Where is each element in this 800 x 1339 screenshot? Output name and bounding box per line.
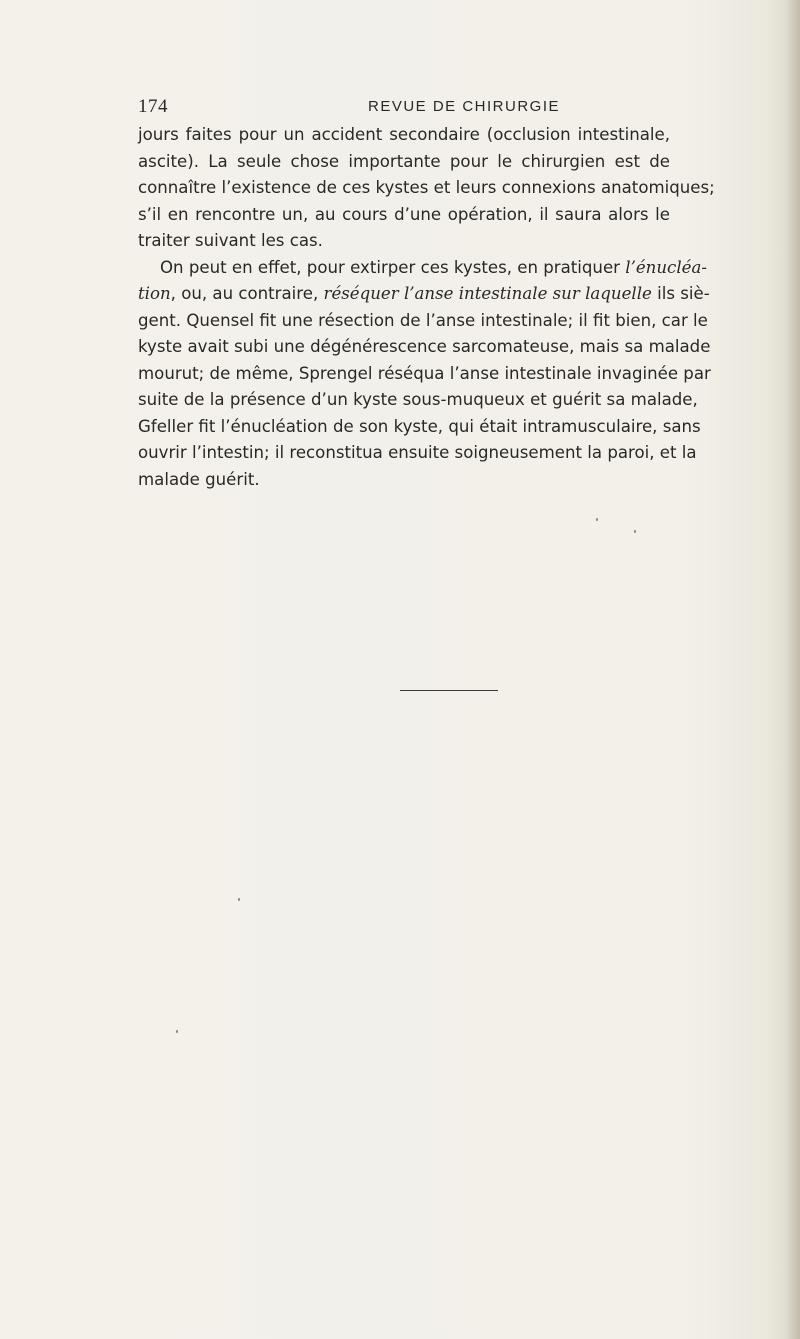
- page-header: [138, 96, 670, 120]
- section-separator-rule: [400, 690, 498, 691]
- text-line: s’il en rencontre un, au cours d’une opération, il saura alors le: [138, 204, 670, 224]
- text-run: On peut en effet, pour extirper ces kystes, en pratiquer: [160, 257, 626, 277]
- italic-term: l’énucléa-: [625, 257, 707, 277]
- italic-term: réséquer l’anse intestinale sur laquelle: [323, 284, 652, 303]
- text-line: [138, 255, 707, 282]
- paragraph-1: [138, 122, 715, 255]
- text-line: jours faites pour un accident secondaire (occlusion intestinale,: [138, 125, 670, 144]
- text-line: malade guérit.: [138, 469, 260, 489]
- paper-speck: [176, 1030, 178, 1033]
- text-run: , ou, au contraire,: [170, 284, 324, 303]
- text-run: ils siè-: [651, 284, 710, 303]
- text-line: mourut; de même, Sprengel réséqua l’anse intestinale invaginée par: [138, 363, 711, 383]
- paper-speck: [238, 898, 240, 901]
- body-text: [138, 122, 715, 493]
- text-line: gent. Quensel fit une résection de l’anse intestinale; il fit bien, car le: [138, 310, 708, 330]
- paper-speck: [634, 530, 636, 533]
- text-line: suite de la présence d’un kyste sous-muqueux et guérit sa malade,: [138, 390, 698, 409]
- running-head: REVUE DE CHIRURGIE: [368, 98, 561, 115]
- text-line: ascite). La seule chose importante pour le chirurgien est de: [138, 151, 670, 171]
- text-line: connaître l’existence de ces kystes et leurs connexions anatomiques;: [138, 178, 715, 197]
- text-line: [138, 281, 710, 308]
- page-number: 174: [138, 96, 168, 117]
- page-edge-shadow: [786, 0, 800, 1339]
- italic-term: tion: [138, 284, 171, 303]
- text-line: ouvrir l’intestin; il reconstitua ensuite soigneusement la paroi, et la: [138, 443, 697, 462]
- text-line: traiter suivant les cas.: [138, 231, 323, 250]
- text-line: Gfeller fit l’énucléation de son kyste, qui était intramusculaire, sans: [138, 416, 701, 436]
- paragraph-2: [138, 255, 711, 494]
- text-line: kyste avait subi une dégénérescence sarcomateuse, mais sa malade: [138, 337, 711, 356]
- paper-speck: [596, 518, 598, 521]
